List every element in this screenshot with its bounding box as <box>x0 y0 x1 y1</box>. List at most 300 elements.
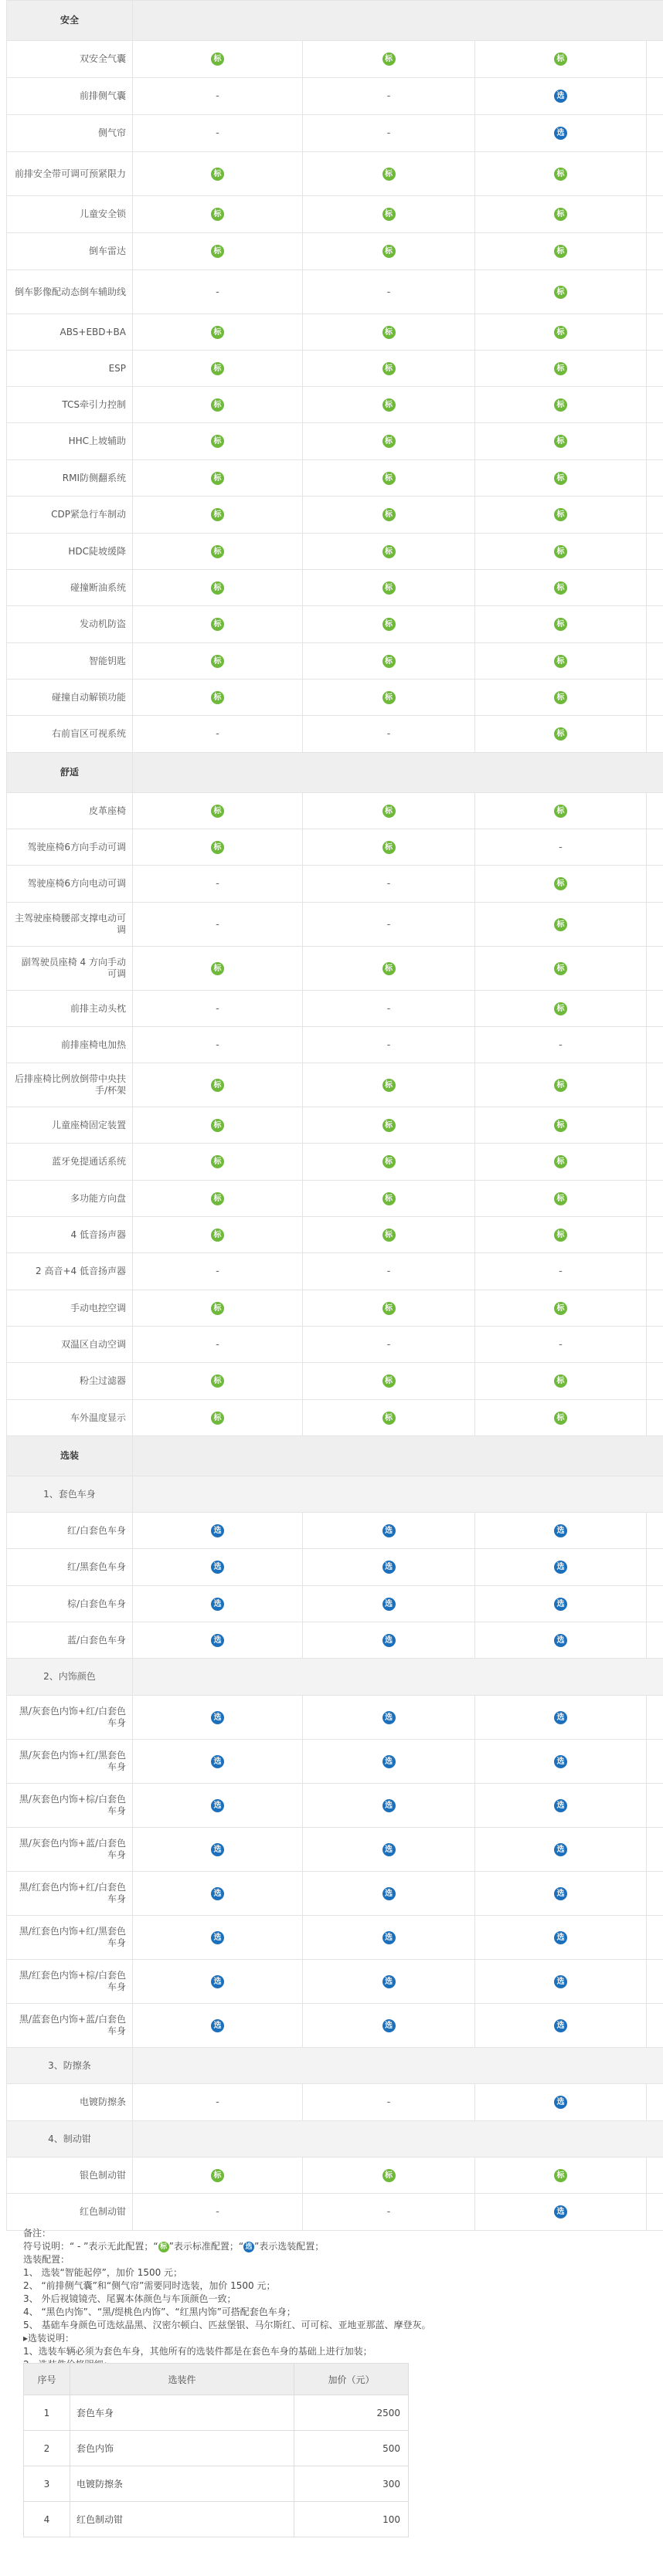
standard-icon: 标 <box>554 286 567 299</box>
trim-cell-overflow <box>647 460 663 497</box>
trim-cell <box>303 2157 475 2194</box>
standard-icon: 标 <box>382 208 396 221</box>
feature-label: TCS牵引力控制 <box>7 387 133 423</box>
standard-icon: 标 <box>211 362 224 375</box>
trim-cell <box>303 196 475 233</box>
feature-label: 车外温度显示 <box>7 1400 133 1436</box>
trim-cell <box>475 1696 647 1740</box>
spec-row <box>7 1063 663 1107</box>
feature-label: 黑/灰套色内饰+蓝/白套色车身 <box>7 1828 133 1872</box>
not-available-mark: - <box>386 918 391 930</box>
trim-cell <box>133 1063 303 1107</box>
trim-cell <box>475 680 647 716</box>
trim-cell <box>475 606 647 643</box>
not-available-mark: - <box>386 2096 391 2108</box>
feature-label: 倒车影像配动态倒车辅助线 <box>7 270 133 314</box>
standard-icon: 标 <box>211 208 224 221</box>
trim-cell-overflow <box>647 1740 663 1784</box>
trim-cell-overflow <box>647 829 663 866</box>
trim-cell <box>303 1217 475 1253</box>
standard-icon: 标 <box>382 1229 396 1242</box>
trim-cell-overflow <box>647 1784 663 1828</box>
trim-cell-overflow <box>647 716 663 753</box>
trim-cell <box>133 115 303 152</box>
spec-row <box>7 1217 663 1253</box>
not-available-mark: - <box>216 286 219 298</box>
note-line: 2、 “前排侧气囊”和“侧气帘”需要同时选装，加价 1500 元； <box>23 2280 276 2291</box>
trim-cell <box>475 1107 647 1144</box>
trim-cell <box>475 829 647 866</box>
standard-icon: 标 <box>554 208 567 221</box>
feature-label: ESP <box>7 351 133 387</box>
trim-cell <box>303 947 475 991</box>
trim-cell <box>133 1513 303 1549</box>
standard-icon: 标 <box>211 1079 224 1092</box>
trim-cell <box>303 1549 475 1586</box>
trim-cell <box>133 716 303 753</box>
optional-icon: 选 <box>554 2205 567 2218</box>
trim-cell-overflow <box>647 1063 663 1107</box>
optional-icon: 选 <box>382 1799 396 1812</box>
optional-icon: 选 <box>243 2242 254 2252</box>
trim-cell <box>303 314 475 351</box>
trim-cell <box>475 1253 647 1290</box>
options-subtitle: 选装配置： <box>23 2254 70 2265</box>
standard-icon: 标 <box>382 472 396 485</box>
not-available-mark: - <box>216 2096 219 2108</box>
spec-row <box>7 903 663 947</box>
trim-cell <box>475 1290 647 1327</box>
trim-cell <box>475 947 647 991</box>
trim-cell <box>475 460 647 497</box>
trim-cell <box>475 1181 647 1217</box>
spec-row <box>7 78 663 115</box>
standard-icon: 标 <box>382 805 396 818</box>
trim-cell <box>303 1872 475 1916</box>
trim-cell <box>475 1828 647 1872</box>
not-available-mark: - <box>386 90 391 102</box>
trim-cell-overflow <box>647 387 663 423</box>
optional-icon: 选 <box>382 1887 396 1900</box>
spec-row <box>7 829 663 866</box>
trim-cell <box>475 866 647 903</box>
standard-icon: 标 <box>554 805 567 818</box>
optional-icon: 选 <box>211 1598 224 1611</box>
feature-label: 4 低音扬声器 <box>7 1217 133 1253</box>
not-available-mark: - <box>386 1338 391 1351</box>
not-available-mark: - <box>216 1266 219 1277</box>
spec-row <box>7 314 663 351</box>
spec-row <box>7 2084 663 2121</box>
optional-icon: 选 <box>382 1711 396 1724</box>
trim-cell <box>303 866 475 903</box>
trim-cell-overflow <box>647 1027 663 1063</box>
spec-row <box>7 2157 663 2194</box>
not-available-mark: - <box>216 127 219 139</box>
trim-cell-overflow <box>647 1107 663 1144</box>
standard-icon: 标 <box>554 508 567 521</box>
trim-cell <box>303 351 475 387</box>
spec-row <box>7 1513 663 1549</box>
trim-cell-overflow <box>647 866 663 903</box>
spec-row <box>7 351 663 387</box>
not-available-mark: - <box>559 841 563 853</box>
trim-cell-overflow <box>647 1872 663 1916</box>
trim-cell-overflow <box>647 643 663 680</box>
feature-label: 发动机防盗 <box>7 606 133 643</box>
trim-cell <box>303 1828 475 1872</box>
trim-cell <box>303 903 475 947</box>
trim-cell <box>303 1513 475 1549</box>
trim-cell-overflow <box>647 1363 663 1400</box>
standard-icon: 标 <box>382 1119 396 1132</box>
standard-icon: 标 <box>554 1079 567 1092</box>
standard-icon: 标 <box>211 1155 224 1168</box>
feature-label: HHC上坡辅助 <box>7 423 133 460</box>
spec-row <box>7 1027 663 1063</box>
optional-icon: 选 <box>211 1799 224 1812</box>
trim-cell <box>475 1960 647 2004</box>
trim-cell <box>475 1740 647 1784</box>
standard-icon: 标 <box>554 326 567 339</box>
trim-cell-overflow <box>647 423 663 460</box>
standard-icon: 标 <box>554 1374 567 1388</box>
price-header-item: 选装件 <box>70 2364 294 2395</box>
not-available-mark: - <box>216 2206 219 2218</box>
price-header-row <box>24 2364 409 2395</box>
optional-icon: 选 <box>382 1931 396 1944</box>
standard-icon: 标 <box>554 245 567 258</box>
standard-icon: 标 <box>211 962 224 975</box>
standard-icon: 标 <box>554 1155 567 1168</box>
not-available-mark: - <box>386 127 391 139</box>
trim-cell <box>303 1363 475 1400</box>
trim-cell <box>133 2194 303 2231</box>
subsection-title: 1、套色车身 <box>7 1476 133 1513</box>
standard-icon: 标 <box>554 1302 567 1315</box>
feature-label: 侧气帘 <box>7 115 133 152</box>
standard-icon: 标 <box>554 618 567 631</box>
spec-row <box>7 1107 663 1144</box>
optional-icon: 选 <box>554 1975 567 1988</box>
spec-row <box>7 716 663 753</box>
not-available-mark: - <box>386 1002 391 1015</box>
standard-icon: 标 <box>211 53 224 66</box>
price-index: 1 <box>24 2395 70 2431</box>
optional-icon: 选 <box>211 1634 224 1647</box>
spec-row <box>7 497 663 534</box>
feature-label: 前排安全带可调可预紧限力 <box>7 152 133 196</box>
trim-cell <box>133 2084 303 2121</box>
standard-icon: 标 <box>211 1119 224 1132</box>
feature-label: 主驾驶座椅腰部支撑电动可调 <box>7 903 133 947</box>
optional-icon: 选 <box>382 2019 396 2032</box>
feature-label: 双安全气囊 <box>7 41 133 78</box>
trim-cell <box>133 423 303 460</box>
standard-icon: 标 <box>382 841 396 854</box>
standard-icon: 标 <box>554 362 567 375</box>
trim-cell <box>475 991 647 1027</box>
trim-cell <box>475 1622 647 1659</box>
standard-icon: 标 <box>211 581 224 595</box>
trim-cell <box>303 2004 475 2048</box>
trim-cell-overflow <box>647 2157 663 2194</box>
note-line: 1、 选装“智能起停”，加价 1500 元； <box>23 2267 183 2278</box>
feature-label: 红/黑套色车身 <box>7 1549 133 1586</box>
spec-row <box>7 606 663 643</box>
standard-icon: 标 <box>382 962 396 975</box>
standard-icon: 标 <box>382 1302 396 1315</box>
trim-cell-overflow <box>647 78 663 115</box>
not-available-mark: - <box>386 1039 391 1051</box>
spec-row <box>7 947 663 991</box>
spec-row <box>7 866 663 903</box>
standard-icon: 标 <box>211 508 224 521</box>
trim-cell <box>133 829 303 866</box>
not-available-mark: - <box>386 728 391 740</box>
trim-cell <box>133 1327 303 1363</box>
spec-row <box>7 570 663 606</box>
feature-label: 蓝牙免提通话系统 <box>7 1144 133 1181</box>
standard-icon: 标 <box>211 805 224 818</box>
price-amount: 100 <box>294 2502 409 2537</box>
trim-cell <box>303 233 475 270</box>
price-row <box>24 2502 409 2537</box>
feature-label: 驾驶座椅6方向电动可调 <box>7 866 133 903</box>
standard-icon: 标 <box>211 1302 224 1315</box>
subsection-title: 4、制动钳 <box>7 2121 133 2157</box>
trim-cell <box>303 270 475 314</box>
trim-cell-overflow <box>647 680 663 716</box>
spec-row <box>7 793 663 829</box>
optional-icon: 选 <box>211 1887 224 1900</box>
feature-label: 红色制动钳 <box>7 2194 133 2231</box>
trim-cell-overflow <box>647 1513 663 1549</box>
standard-icon: 标 <box>211 691 224 704</box>
optional-icon: 选 <box>382 1634 396 1647</box>
trim-cell <box>133 497 303 534</box>
trim-cell <box>303 991 475 1027</box>
not-available-mark: - <box>559 1039 563 1051</box>
optional-icon: 选 <box>554 1524 567 1537</box>
feature-label: 双温区自动空调 <box>7 1327 133 1363</box>
trim-cell <box>475 1549 647 1586</box>
standard-icon: 标 <box>554 918 567 931</box>
spec-row <box>7 152 663 196</box>
standard-icon: 标 <box>382 545 396 558</box>
feature-label: 黑/蓝套色内饰+蓝/白套色车身 <box>7 2004 133 2048</box>
optional-icon: 选 <box>211 1711 224 1724</box>
feature-label: 黑/灰套色内饰+红/黑套色车身 <box>7 1740 133 1784</box>
spec-table <box>6 0 663 2231</box>
trim-cell-overflow <box>647 534 663 570</box>
trim-cell <box>133 1290 303 1327</box>
note-line: 5、 基础车身颜色可选炫晶黑、汉密尔顿白、匹兹堡银、马尔斯红、可可棕、亚地亚那蓝、摩登灰。 <box>23 2320 431 2330</box>
section-filler <box>133 753 663 793</box>
standard-icon: 标 <box>382 691 396 704</box>
optional-icon: 选 <box>554 1887 567 1900</box>
spec-row <box>7 423 663 460</box>
trim-cell <box>303 1063 475 1107</box>
optional-icon: 选 <box>382 1975 396 1988</box>
standard-icon: 标 <box>554 727 567 741</box>
spec-row <box>7 270 663 314</box>
price-index: 3 <box>24 2466 70 2502</box>
standard-icon: 标 <box>211 2169 224 2182</box>
standard-icon: 标 <box>211 398 224 412</box>
spec-row <box>7 1784 663 1828</box>
trim-cell <box>303 497 475 534</box>
not-available-mark: - <box>386 286 391 298</box>
standard-icon: 标 <box>554 545 567 558</box>
section-filler <box>133 2048 663 2084</box>
standard-icon: 标 <box>211 1192 224 1205</box>
trim-cell-overflow <box>647 270 663 314</box>
optional-icon: 选 <box>211 1755 224 1768</box>
section-header-row <box>7 1436 663 1476</box>
trim-cell-overflow <box>647 991 663 1027</box>
standard-icon: 标 <box>382 245 396 258</box>
standard-icon: 标 <box>211 245 224 258</box>
trim-cell <box>133 460 303 497</box>
trim-cell-overflow <box>647 1181 663 1217</box>
trim-cell <box>133 1784 303 1828</box>
subsection-header-row <box>7 2048 663 2084</box>
feature-label: HDC陡坡缓降 <box>7 534 133 570</box>
optional-icon: 选 <box>211 2019 224 2032</box>
trim-cell-overflow <box>647 314 663 351</box>
optional-icon: 选 <box>211 1561 224 1574</box>
trim-cell <box>475 643 647 680</box>
trim-cell-overflow <box>647 1144 663 1181</box>
legend-prefix: 符号说明：“ - ”表示无此配置；“ <box>23 2241 158 2252</box>
standard-icon: 标 <box>554 655 567 668</box>
trim-cell <box>475 1363 647 1400</box>
trim-cell <box>475 196 647 233</box>
subsection-header-row <box>7 2121 663 2157</box>
trim-cell-overflow <box>647 196 663 233</box>
trim-cell <box>475 2084 647 2121</box>
standard-icon: 标 <box>382 618 396 631</box>
trim-cell <box>475 903 647 947</box>
feature-label: 黑/红套色内饰+红/白套色车身 <box>7 1872 133 1916</box>
feature-label: 前排座椅电加热 <box>7 1027 133 1063</box>
trim-cell <box>133 387 303 423</box>
feature-label: RMI防侧翻系统 <box>7 460 133 497</box>
standard-icon: 标 <box>211 655 224 668</box>
trim-cell <box>133 534 303 570</box>
subsection-header-row <box>7 1476 663 1513</box>
trim-cell <box>133 1916 303 1960</box>
trim-cell <box>303 115 475 152</box>
trim-cell <box>133 1549 303 1586</box>
trim-cell <box>133 1363 303 1400</box>
feature-label: 智能钥匙 <box>7 643 133 680</box>
trim-cell <box>133 643 303 680</box>
standard-icon: 标 <box>211 435 224 448</box>
standard-icon: 标 <box>382 362 396 375</box>
optional-icon: 选 <box>211 1931 224 1944</box>
trim-cell <box>303 2084 475 2121</box>
section-header-row <box>7 1 663 41</box>
not-available-mark: - <box>216 918 219 930</box>
standard-icon: 标 <box>382 326 396 339</box>
trim-cell <box>475 1027 647 1063</box>
subsection-title: 3、防擦条 <box>7 2048 133 2084</box>
trim-cell-overflow <box>647 1400 663 1436</box>
notes-section <box>23 2227 657 2371</box>
trim-cell-overflow <box>647 1327 663 1363</box>
trim-cell <box>475 716 647 753</box>
trim-cell-overflow <box>647 1916 663 1960</box>
standard-icon: 标 <box>382 1192 396 1205</box>
trim-cell <box>303 534 475 570</box>
trim-cell <box>303 1400 475 1436</box>
standard-icon: 标 <box>382 1155 396 1168</box>
not-available-mark: - <box>216 878 219 890</box>
standard-icon: 标 <box>554 2169 567 2182</box>
trim-cell <box>133 1217 303 1253</box>
feature-label: 后排座椅比例放倒带中央扶手/杯架 <box>7 1063 133 1107</box>
spec-row <box>7 1549 663 1586</box>
spec-row <box>7 1696 663 1740</box>
trim-cell <box>133 1872 303 1916</box>
spec-row <box>7 1290 663 1327</box>
trim-cell <box>475 2004 647 2048</box>
trim-cell <box>475 793 647 829</box>
trim-cell <box>475 270 647 314</box>
feature-label: 黑/红套色内饰+棕/白套色车身 <box>7 1960 133 2004</box>
feature-label: 蓝/白套色车身 <box>7 1622 133 1659</box>
section-title: 舒适 <box>7 753 133 793</box>
trim-cell <box>303 1740 475 1784</box>
trim-cell <box>133 2004 303 2048</box>
spec-row <box>7 233 663 270</box>
optional-icon: 选 <box>554 1634 567 1647</box>
trim-cell <box>303 2194 475 2231</box>
trim-cell <box>133 314 303 351</box>
trim-cell-overflow <box>647 2194 663 2231</box>
trim-cell-overflow <box>647 1622 663 1659</box>
trim-cell <box>133 793 303 829</box>
trim-cell <box>303 1027 475 1063</box>
trim-cell <box>475 497 647 534</box>
trim-cell <box>303 1916 475 1960</box>
not-available-mark: - <box>216 1338 219 1351</box>
spec-row <box>7 387 663 423</box>
section-title: 选装 <box>7 1436 133 1476</box>
trim-cell <box>303 1144 475 1181</box>
standard-icon: 标 <box>211 1229 224 1242</box>
feature-label: 棕/白套色车身 <box>7 1586 133 1622</box>
standard-icon: 标 <box>158 2242 169 2252</box>
trim-cell <box>475 351 647 387</box>
optional-icon: 选 <box>554 127 567 140</box>
optional-icon: 选 <box>211 1843 224 1856</box>
trim-cell <box>303 1784 475 1828</box>
trim-cell <box>303 1253 475 1290</box>
trim-cell <box>475 41 647 78</box>
trim-cell <box>133 1586 303 1622</box>
feature-label: 儿童安全锁 <box>7 196 133 233</box>
trim-cell <box>133 78 303 115</box>
feature-label: 倒车雷达 <box>7 233 133 270</box>
not-available-mark: - <box>216 1002 219 1015</box>
optional-icon: 选 <box>211 1975 224 1988</box>
trim-cell <box>303 1290 475 1327</box>
standard-icon: 标 <box>554 1119 567 1132</box>
spec-row <box>7 1740 663 1784</box>
